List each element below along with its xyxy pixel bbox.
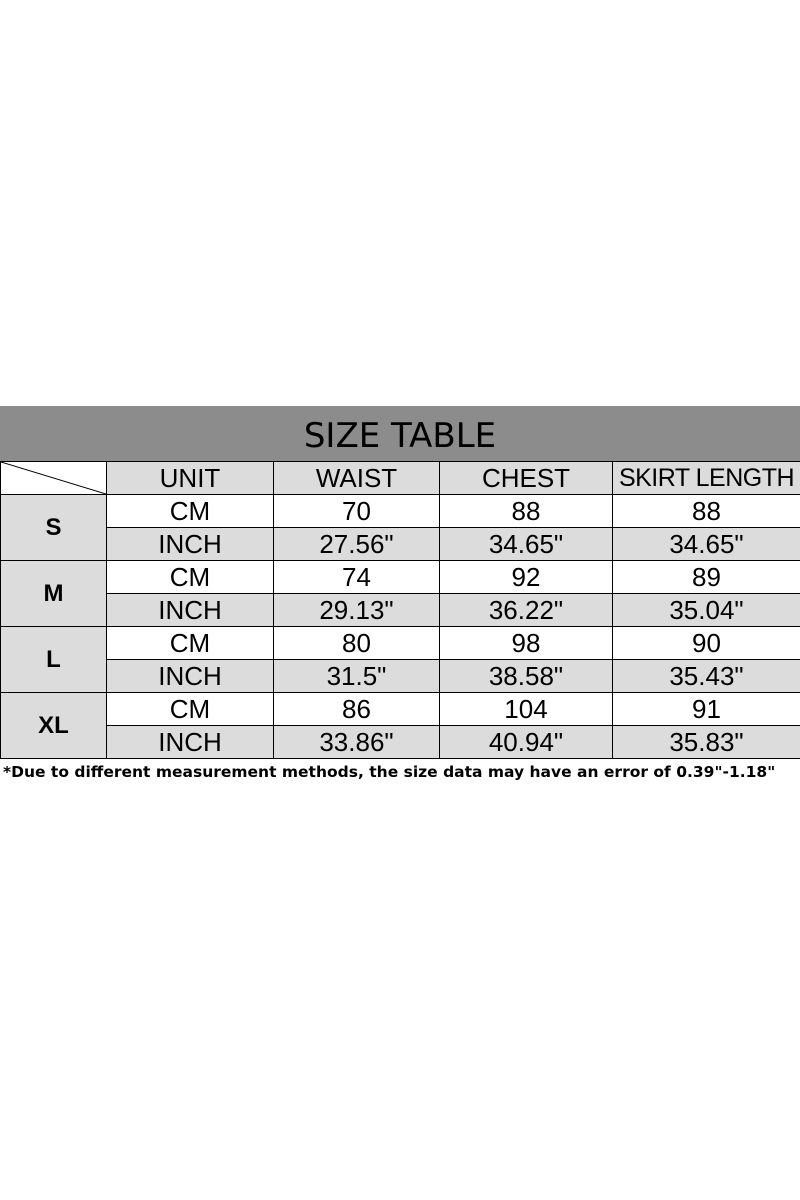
chest-cell: 38.58" xyxy=(440,660,613,693)
table-row xyxy=(1,693,800,726)
waist-cell: 33.86" xyxy=(274,726,440,759)
chest-cell: 40.94" xyxy=(440,726,613,759)
skirt-length-cell: 90 xyxy=(613,627,800,660)
waist-cell: 70 xyxy=(274,495,440,528)
chest-cell: 88 xyxy=(440,495,613,528)
waist-cell: 86 xyxy=(274,693,440,726)
title-bar xyxy=(0,406,800,461)
skirt-length-cell: 89 xyxy=(613,561,800,594)
column-header-chest: CHEST xyxy=(440,462,613,495)
waist-cell: 27.56" xyxy=(274,528,440,561)
unit-cell: CM xyxy=(107,561,274,594)
skirt-length-cell: 35.83" xyxy=(613,726,800,759)
skirt-length-cell: 34.65" xyxy=(613,528,800,561)
table-row xyxy=(1,660,800,693)
size-table xyxy=(0,461,800,759)
unit-cell: INCH xyxy=(107,594,274,627)
header-row xyxy=(1,462,800,495)
size-chart xyxy=(0,406,800,781)
unit-cell: CM xyxy=(107,627,274,660)
waist-cell: 74 xyxy=(274,561,440,594)
size-label: M xyxy=(1,561,107,627)
chart-title: SIZE TABLE xyxy=(303,415,497,456)
unit-cell: INCH xyxy=(107,660,274,693)
unit-cell: CM xyxy=(107,495,274,528)
measurement-note: *Due to different measurement methods, the size data may have an error of 0.39"-1.18" xyxy=(3,763,776,781)
chest-cell: 92 xyxy=(440,561,613,594)
size-label: XL xyxy=(1,693,107,759)
chest-cell: 34.65" xyxy=(440,528,613,561)
chest-cell: 98 xyxy=(440,627,613,660)
skirt-length-cell: 35.43" xyxy=(613,660,800,693)
column-header-waist: WAIST xyxy=(274,462,440,495)
column-header-unit: UNIT xyxy=(107,462,274,495)
corner-cell xyxy=(1,462,107,495)
waist-cell: 80 xyxy=(274,627,440,660)
table-row xyxy=(1,627,800,660)
waist-cell: 31.5" xyxy=(274,660,440,693)
skirt-length-cell: 88 xyxy=(613,495,800,528)
unit-cell: INCH xyxy=(107,726,274,759)
skirt-length-cell: 91 xyxy=(613,693,800,726)
unit-cell: INCH xyxy=(107,528,274,561)
size-label: L xyxy=(1,627,107,693)
size-label: S xyxy=(1,495,107,561)
diagonal-divider xyxy=(1,462,106,494)
column-header-skirt-length: SKIRT LENGTH xyxy=(613,462,800,495)
unit-cell: CM xyxy=(107,693,274,726)
table-row xyxy=(1,528,800,561)
table-row xyxy=(1,495,800,528)
chest-cell: 36.22" xyxy=(440,594,613,627)
chest-cell: 104 xyxy=(440,693,613,726)
table-row xyxy=(1,726,800,759)
table-row xyxy=(1,594,800,627)
skirt-length-cell: 35.04" xyxy=(613,594,800,627)
waist-cell: 29.13" xyxy=(274,594,440,627)
table-row xyxy=(1,561,800,594)
